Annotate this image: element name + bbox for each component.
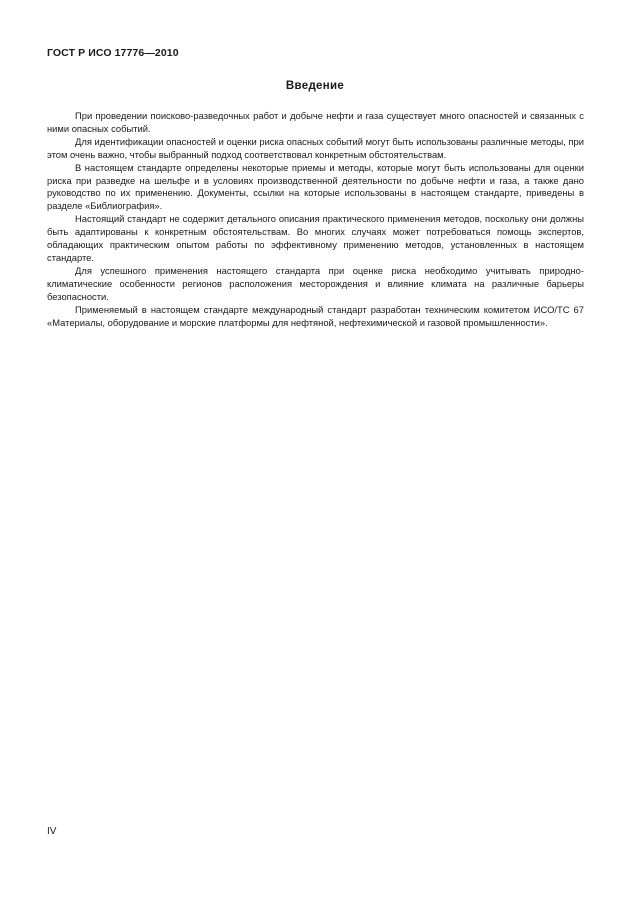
paragraph-4: Настоящий стандарт не содержит детального описания практического применения методов, поскольку они должны быть адаптированы к конкретным обстоятельствам. Во многих случаях может потребоваться помощь экспертов, обладающих практическим опытом работы по эффективному применению методов, установленных в настоящем стандарте. [47, 213, 584, 263]
paragraph-5: Для успешного применения настоящего стандарта при оценке риска необходимо учитывать природно-климатические особенности регионов расположения месторождения и влияние климата на различные барьеры безопасности. [47, 264, 584, 302]
paragraph-2: Для идентификации опасностей и оценки риска опасных событий могут быть использованы различные методы, при этом очень важно, чтобы выбранный подход соответствовал конкретным обстоятельствам. [47, 135, 584, 160]
introduction-body [47, 110, 584, 329]
document-code-header: ГОСТ Р ИСО 17776—2010 [47, 47, 179, 59]
section-title: Введение [285, 80, 345, 92]
paragraph-1: При проведении поисково-разведочных работ и добыче нефти и газа существует много опасностей и связанных с ними опасных событий. [47, 110, 584, 134]
page-number: IV [47, 826, 57, 837]
paragraph-3: В настоящем стандарте определены некоторые приемы и методы, которые могут быть использованы для оценки риска при разведке на шельфе и в условиях производственной деятельности по добыче нефти и газа, а также дано руководство по их применению. Документы, ссылки на которые использованы в настоящем стандарте, приведены в разделе «Библиография». [47, 161, 584, 212]
paragraph-6: Применяемый в настоящем стандарте международный стандарт разработан техническим комитетом ИСО/ТС 67 «Материалы, оборудование и морские платформы для нефтяной, нефтехимической и газовой промышленности». [47, 303, 584, 328]
